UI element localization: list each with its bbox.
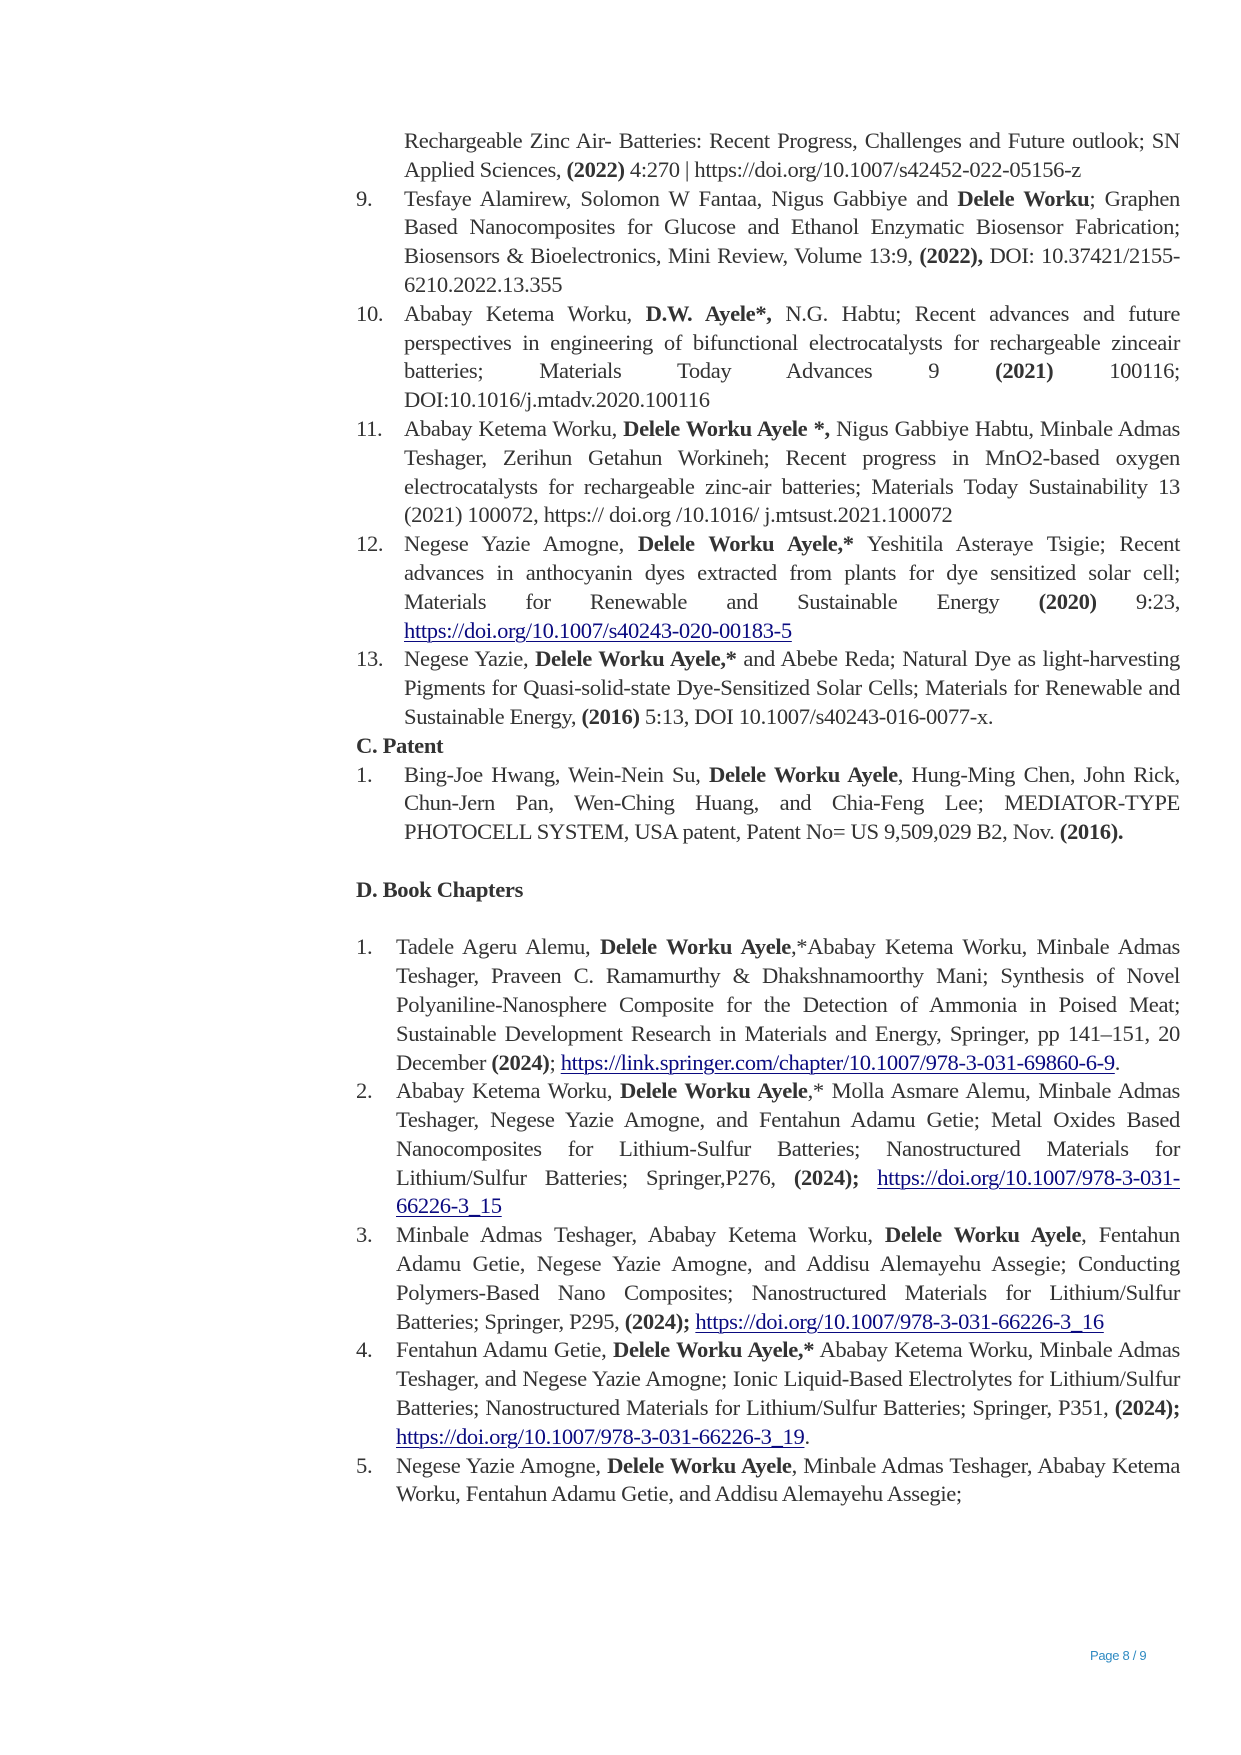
list-number: 13. bbox=[356, 646, 384, 672]
bold-text: Delele Worku bbox=[957, 185, 1090, 211]
reference-text: Minbale Admas Teshager, Ababay Ketema Worku, bbox=[396, 1222, 885, 1248]
bold-text: (2024); bbox=[793, 1164, 860, 1190]
journal-reference-item bbox=[356, 415, 1180, 530]
section-heading-patent: C. Patent bbox=[356, 732, 444, 758]
bold-text: (2024); bbox=[624, 1308, 691, 1334]
doi-link[interactable]: https://link.springer.com/chapter/10.1007/978-3-031-69860-6-9 bbox=[560, 1049, 1115, 1075]
bold-text: Delele Worku Ayele bbox=[709, 761, 898, 787]
reference-text: ; Graphen Based Nanocomposites for Glucose and Ethanol Enzymatic Biosensor Fabrication; Biosensors & Bioelectronics, Mini Review, Volume 13:9, bbox=[404, 185, 1180, 269]
list-number: 9. bbox=[356, 185, 373, 211]
journal-reference-item bbox=[356, 185, 1180, 300]
reference-text: Negese Yazie Amogne, bbox=[404, 531, 638, 557]
bold-text: Delele Worku Ayele bbox=[884, 1222, 1082, 1248]
page-content bbox=[356, 127, 1180, 1509]
bold-text: (2024) bbox=[491, 1049, 550, 1075]
bold-text: Delele Worku Ayele bbox=[607, 1452, 792, 1478]
journal-reference-item bbox=[356, 530, 1180, 645]
book-chapter-item bbox=[356, 1336, 1180, 1451]
bold-text: (2020) bbox=[1038, 588, 1097, 614]
reference-text: ,*Ababay Ketema Worku, Minbale Admas Teshager, Praveen C. Ramamurthy & Dhakshnamoorthy Mani; Synthesis of Novel Polyaniline-Nanosphere Composite for the Detection of Ammonia in Poised Meat; Sustainable Development Research in Materials and Energy, Springer, pp 141–151, 20 December bbox=[396, 934, 1180, 1075]
doi-link[interactable]: https://doi.org/10.1007/978-3-031-66226-3_16 bbox=[695, 1308, 1104, 1334]
reference-text: ,* Molla Asmare Alemu, Minbale Admas Teshager, Negese Yazie Amogne, and Fentahun Adamu Getie; Metal Oxides Based Nanocomposites for Lithium-Sulfur Batteries; Nanostructured Materials for Lithium/Sulfur Batteries; Springer,P276, bbox=[396, 1078, 1180, 1190]
page-number: Page 8 / 9 bbox=[1090, 1648, 1147, 1663]
book-chapter-item bbox=[356, 933, 1180, 1077]
bold-text: D.W. Ayele*, bbox=[645, 300, 772, 326]
list-number: 1. bbox=[356, 934, 373, 960]
reference-text: Ababay Ketema Worku, Minbale Admas Teshager, and Negese Yazie Amogne; Ionic Liquid-Based Electrolytes for Lithium/Sulfur Batteries; Nanostructured Materials for Lithium/Sulfur Batteries; Springer, P351, bbox=[396, 1337, 1180, 1421]
journal-reference-item bbox=[356, 645, 1180, 731]
bold-text: (2021) bbox=[995, 358, 1054, 384]
bold-text: Delele Worku Ayele,* bbox=[637, 531, 854, 557]
list-number: 11. bbox=[356, 415, 383, 441]
bold-text: (2016) bbox=[581, 703, 640, 729]
reference-text: , Minbale Admas Teshager, Ababay Ketema Worku, Fentahun Adamu Getie, and Addisu Alemayehu Assegie; bbox=[396, 1452, 1180, 1507]
reference-text: , Fentahun Adamu Getie, Negese Yazie Amogne, and Addisu Alemayehu Assegie; Conducting Polymers-Based Nano Composites; Nanostructured Materials for Lithium/Sulfur Batteries; Springer, P295, bbox=[396, 1222, 1181, 1334]
journal-reference-list bbox=[356, 185, 1180, 732]
reference-text bbox=[859, 1165, 877, 1190]
reference-text: Ababay Ketema Worku, bbox=[404, 415, 624, 441]
doi-link[interactable]: https://doi.org/10.1007/978-3-031-66226-3_15 bbox=[396, 1164, 1180, 1219]
book-chapter-list bbox=[356, 933, 1180, 1509]
spacer bbox=[356, 905, 1180, 934]
doi-link[interactable]: https://doi.org/10.1007/978-3-031-66226-3_19 bbox=[396, 1423, 805, 1449]
bold-text: (2016). bbox=[1059, 819, 1124, 845]
journal-reference-item bbox=[356, 300, 1180, 415]
reference-text: Yeshitila Asteraye Tsigie; Recent advances in anthocyanin dyes extracted from plants for dye sensitized solar cell; Materials for Renewable and Sustainable Energy bbox=[404, 531, 1180, 614]
list-number: 3. bbox=[356, 1222, 373, 1248]
bold-text: Delele Worku Ayele *, bbox=[623, 415, 830, 441]
doi-link[interactable]: https://doi.org/10.1007/s40243-020-00183-5 bbox=[404, 617, 792, 643]
reference-text: , Hung-Ming Chen, John Rick, Chun-Jern Pan, Wen-Ching Huang, and Chia-Feng Lee; MEDIATOR-TYPE PHOTOCELL SYSTEM, USA patent, Patent No= US 9,509,029 B2, Nov. bbox=[404, 761, 1180, 845]
book-chapter-item bbox=[356, 1221, 1180, 1336]
reference-text: N.G. Habtu; Recent advances and future perspectives in engineering of bifunctional electrocatalysts for rechargeable zinceair batteries; Materials Today Advances 9 bbox=[404, 300, 1180, 384]
reference-text: Ababay Ketema Worku, bbox=[396, 1078, 621, 1104]
reference-text: 4:270 | https://doi.org/10.1007/s42452-022-05156-z bbox=[624, 156, 1081, 182]
patent-item bbox=[356, 761, 1180, 847]
reference-text: Bing-Joe Hwang, Wein-Nein Su, bbox=[404, 761, 709, 787]
list-number: 5. bbox=[356, 1452, 373, 1478]
reference-text: Nigus Gabbiye Habtu, Minbale Admas Teshager, Zerihun Getahun Workineh; Recent progress in MnO2-based oxygen electrocatalysts for rechargeable zinc-air batteries; Materials Today Sustainability 13 (2021) 100072, https:// doi.org /10.1016/ j.mtsust.2021.100072 bbox=[404, 415, 1180, 528]
list-number: 10. bbox=[356, 300, 384, 326]
reference-text: Ababay Ketema Worku, bbox=[404, 300, 646, 326]
reference-text: ; bbox=[549, 1049, 561, 1075]
reference-text: Rechargeable Zinc Air- Batteries: Recent Progress, Challenges and Future outlook; SN Applied Sciences, bbox=[404, 128, 1180, 182]
list-number: 2. bbox=[356, 1078, 373, 1104]
spacer bbox=[356, 847, 1180, 876]
reference-text: 100116; DOI:10.1016/j.mtadv.2020.100116 bbox=[404, 358, 1180, 413]
reference-text: Negese Yazie, bbox=[404, 646, 536, 672]
reference-text: Negese Yazie Amogne, bbox=[396, 1452, 608, 1478]
reference-text: Tesfaye Alamirew, Solomon W Fantaa, Nigus Gabbiye and bbox=[404, 185, 958, 211]
bold-text: (2022) bbox=[566, 156, 625, 182]
list-number: 12. bbox=[356, 531, 384, 557]
reference-text: 5:13, DOI 10.1007/s40243-016-0077-x. bbox=[639, 703, 994, 729]
reference-text: 9:23, bbox=[1096, 588, 1180, 614]
list-number: 1. bbox=[356, 761, 373, 787]
reference-text: and Abebe Reda; Natural Dye as light-harvesting Pigments for Quasi-solid-state Dye-Sensitized Solar Cells; Materials for Renewable and Sustainable Energy, bbox=[404, 646, 1180, 729]
bold-text: Delele Worku Ayele,* bbox=[612, 1337, 815, 1363]
bold-text: Delele Worku Ayele,* bbox=[535, 646, 737, 672]
reference-text: . bbox=[804, 1423, 810, 1449]
reference-text: Fentahun Adamu Getie, bbox=[396, 1337, 613, 1363]
bold-text: (2022), bbox=[919, 243, 983, 269]
reference-text: DOI: 10.37421/2155-6210.2022.13.355 bbox=[404, 243, 1180, 297]
book-chapter-item bbox=[356, 1077, 1180, 1221]
bold-text: Delele Worku Ayele bbox=[599, 934, 791, 960]
section-heading-book-chapters: D. Book Chapters bbox=[356, 876, 524, 902]
bold-text: Delele Worku Ayele bbox=[620, 1078, 808, 1104]
reference-text: . bbox=[1114, 1049, 1121, 1075]
list-number: 4. bbox=[356, 1337, 373, 1363]
reference-continuation bbox=[356, 127, 1180, 185]
book-chapter-item bbox=[356, 1452, 1180, 1510]
reference-text: Tadele Ageru Alemu, bbox=[396, 934, 600, 960]
patent-list bbox=[356, 761, 1180, 847]
bold-text: (2024); bbox=[1114, 1395, 1180, 1421]
